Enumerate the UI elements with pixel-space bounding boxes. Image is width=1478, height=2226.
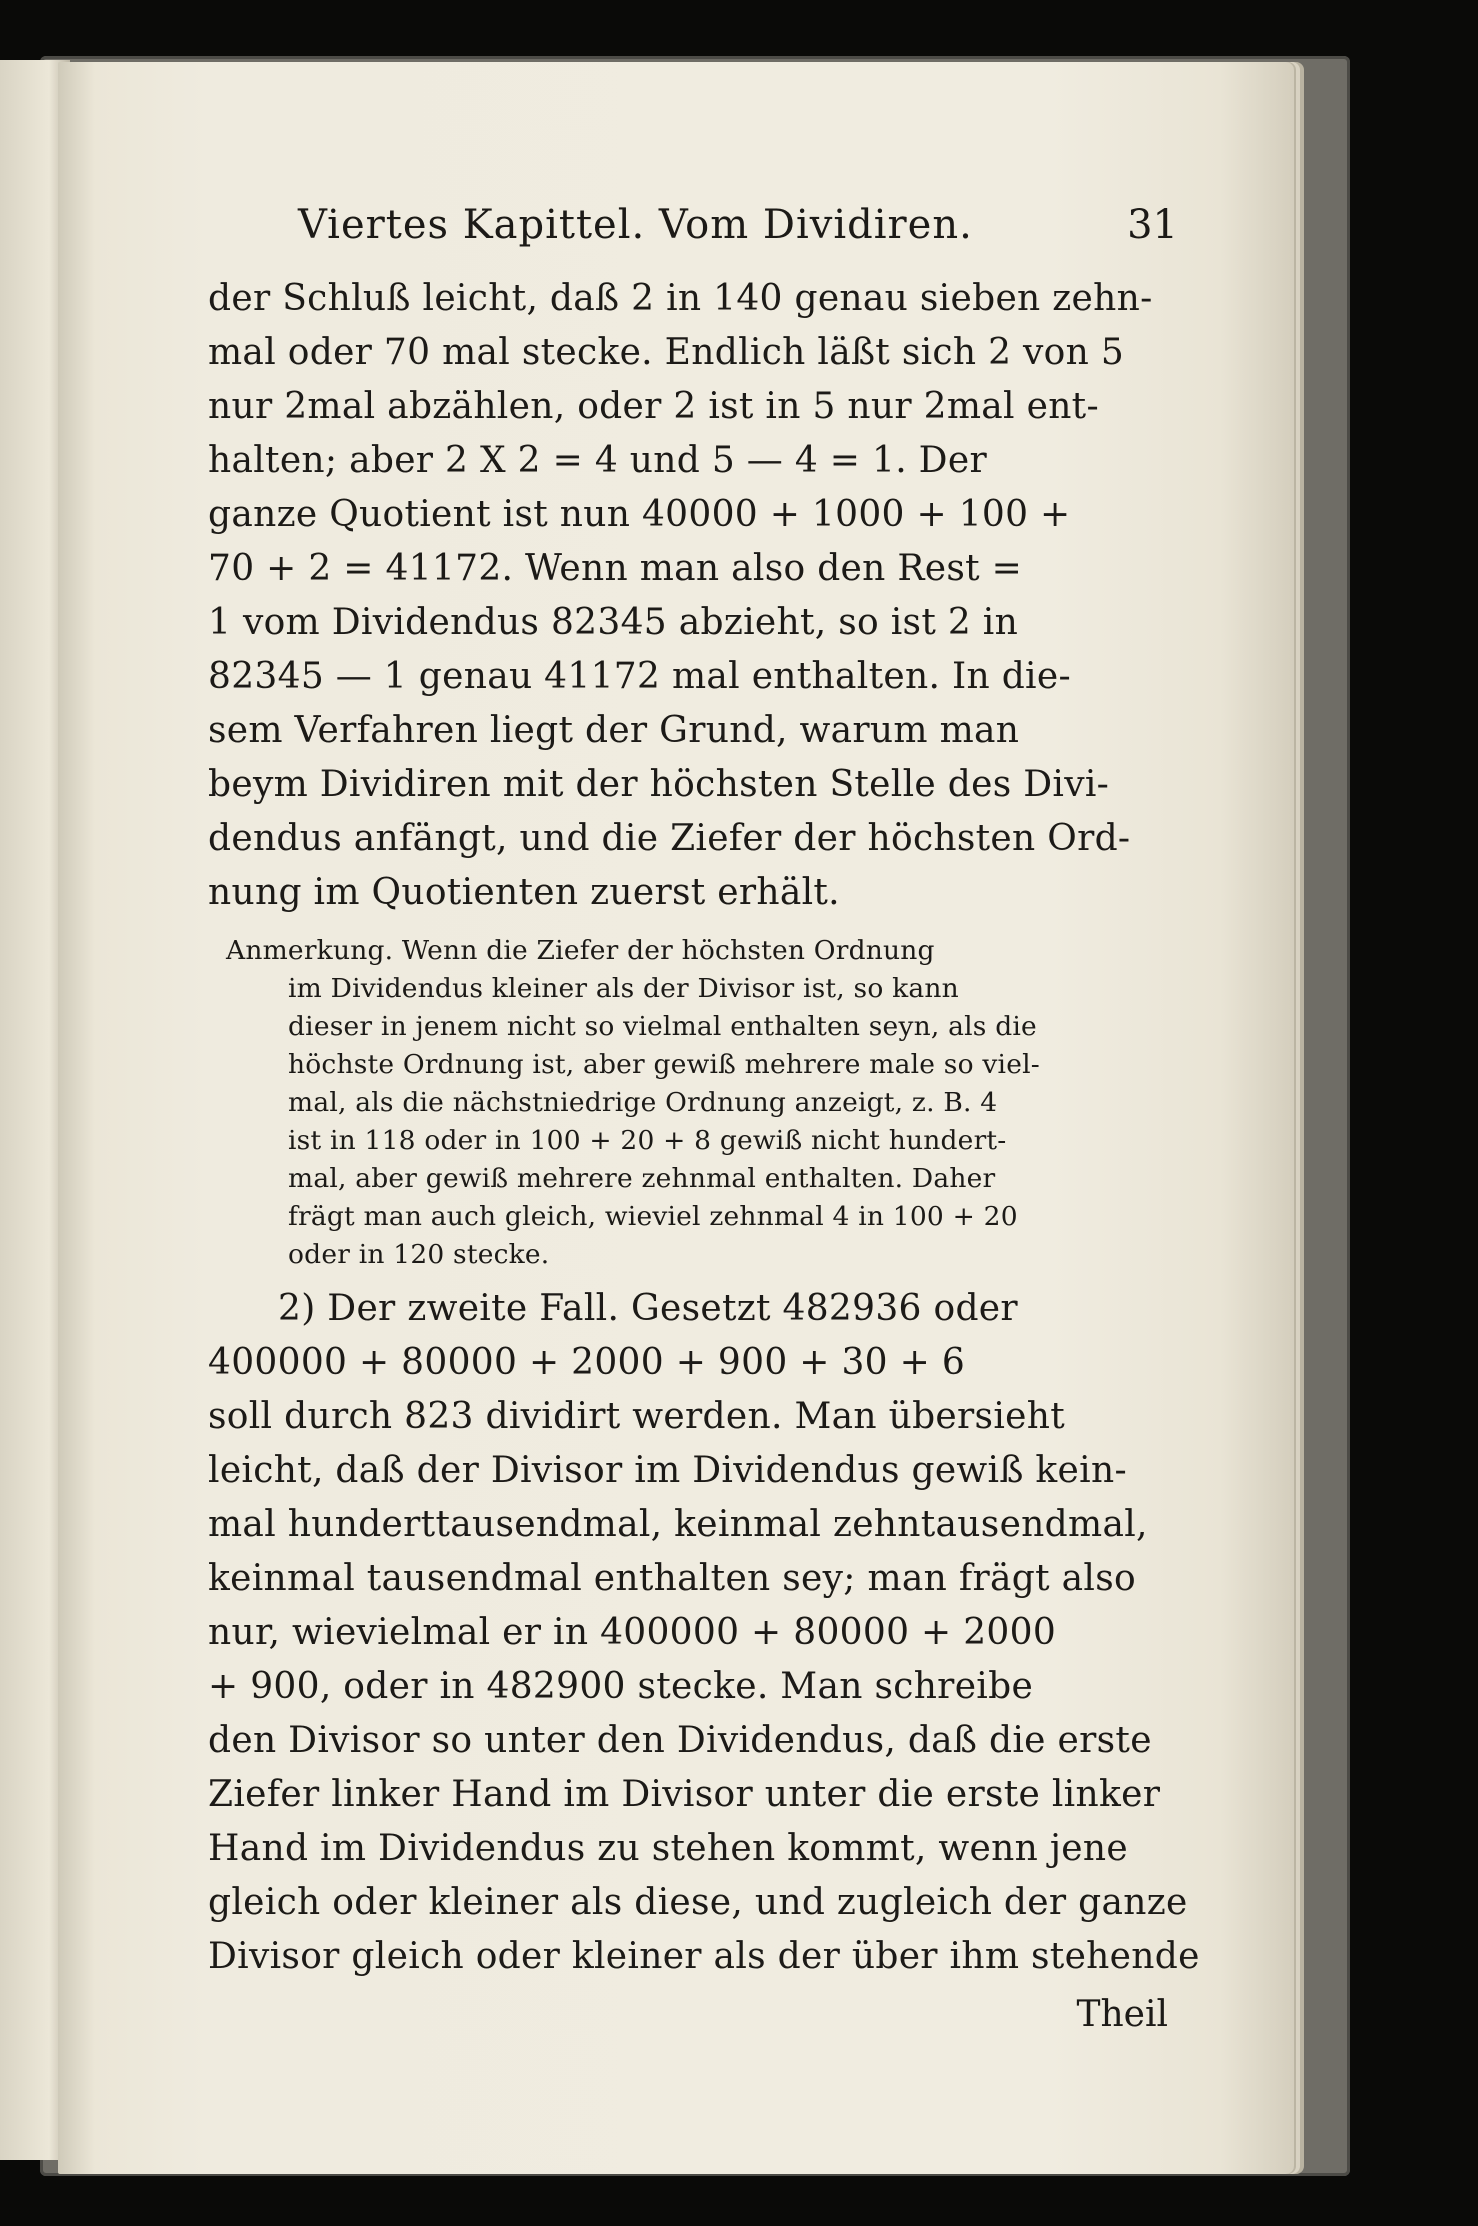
remark-line: oder in 120 stecke. [288,1239,550,1270]
catchword: Theil [1076,1994,1168,2035]
text-line: nur 2mal abzählen, oder 2 ist in 5 nur 2mal ent- [208,386,1099,427]
remark-line: Anmerkung. Wenn die Ziefer der höchsten Ordnung [226,935,935,966]
remark-line: frägt man auch gleich, wieviel zehnmal 4 in 100 + 20 [288,1201,1018,1232]
text-line: sem Verfahren liegt der Grund, warum man [208,710,1020,751]
remark-line: mal, aber gewiß mehrere zehnmal enthalten. Daher [288,1163,996,1194]
remark-line: dieser in jenem nicht so vielmal enthalten seyn, als die [288,1011,1037,1042]
text-line: 400000 + 80000 + 2000 + 900 + 30 + 6 [208,1342,966,1383]
page-text [208,202,1200,2042]
text-line: den Divisor so unter den Dividendus, daß die erste [208,1720,1152,1761]
running-header [208,202,1178,272]
text-line: der Schluß leicht, daß 2 in 140 genau sieben zehn- [208,278,1153,319]
text-line: 82345 — 1 genau 41172 mal enthalten. In die- [208,656,1071,697]
text-line: mal oder 70 mal stecke. Endlich läßt sich 2 von 5 [208,332,1125,373]
text-line: 70 + 2 = 41172. Wenn man also den Rest = [208,548,1023,589]
text-line: leicht, daß der Divisor im Dividendus gewiß kein- [208,1450,1127,1491]
page-number: 31 [1127,202,1178,248]
remark-block [208,932,1168,1274]
text-line: beym Dividiren mit der höchsten Stelle des Divi- [208,764,1110,805]
text-line: 1 vom Dividendus 82345 abzieht, so ist 2 in [208,602,1019,643]
text-line: mal hunderttausendmal, keinmal zehntausendmal, [208,1504,1148,1545]
text-line: keinmal tausendmal enthalten sey; man frägt also [208,1558,1136,1599]
text-line: + 900, oder in 482900 stecke. Man schreibe [208,1666,1034,1707]
main-text-part-1 [208,272,1168,920]
text-line: ganze Quotient ist nun 40000 + 1000 + 100 + [208,494,1071,535]
remark-line: mal, als die nächstniedrige Ordnung anzeigt, z. B. 4 [288,1087,998,1118]
text-line: 2) Der zweite Fall. Gesetzt 482936 oder [278,1288,1018,1329]
text-line: Divisor gleich oder kleiner als der über ihm stehende [208,1936,1200,1977]
text-line: dendus anfängt, und die Ziefer der höchsten Ord- [208,818,1131,859]
text-line: Hand im Dividendus zu stehen kommt, wenn jene [208,1828,1129,1869]
text-line: halten; aber 2 X 2 = 4 und 5 — 4 = 1. Der [208,440,987,481]
remark-line: höchste Ordnung ist, aber gewiß mehrere male so viel- [288,1049,1040,1080]
header-title: Viertes Kapittel. Vom Dividiren. [298,202,973,248]
text-line: soll durch 823 dividirt werden. Man übersieht [208,1396,1065,1437]
text-line: Ziefer linker Hand im Divisor unter die erste linker [208,1774,1161,1815]
remark-line: im Dividendus kleiner als der Divisor ist, so kann [288,973,959,1004]
text-line: nur, wievielmal er in 400000 + 80000 + 2000 [208,1612,1057,1653]
book-page [58,62,1294,2174]
remark-line: ist in 118 oder in 100 + 20 + 8 gewiß nicht hundert- [288,1125,1007,1156]
text-line: gleich oder kleiner als diese, und zugleich der ganze [208,1882,1188,1923]
text-line: nung im Quotienten zuerst erhält. [208,872,840,913]
main-text-part-2 [208,1282,1200,1984]
